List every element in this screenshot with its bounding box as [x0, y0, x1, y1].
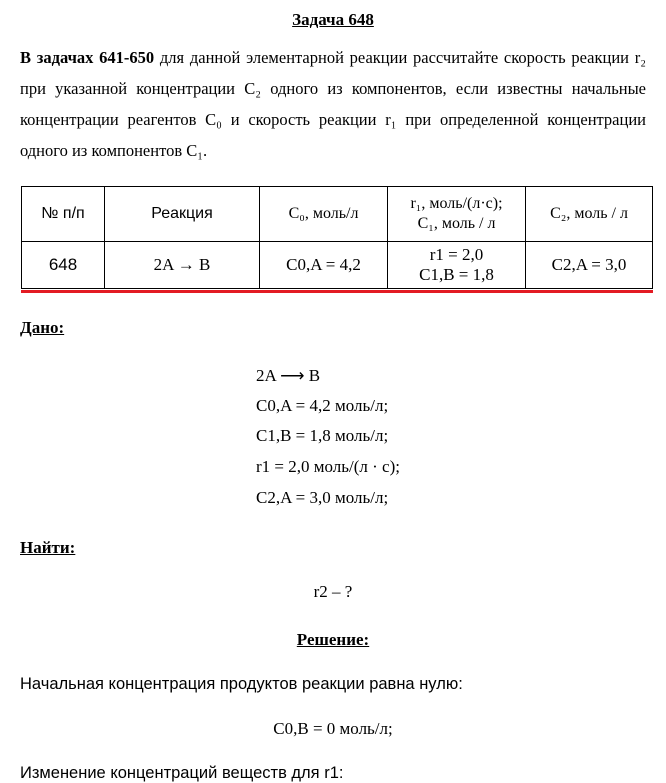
cell-r1-c1 — [388, 242, 526, 289]
given-line-reaction: 2A ⟶ B — [256, 366, 321, 385]
given-line-c2a: C2,A = 3,0 моль/л; — [256, 488, 389, 507]
problem-text: для данной элементарной реакции рассчитайте скорость реакции r₂ при указанной концентрации C₂ одного из компонентов, если известны начальные концентрации реагентов C₀ и скорость реакции r₁ при определенной концентрации одного из компонентов C₁. — [20, 48, 646, 160]
cell-c2: C2,A = 3,0 — [526, 242, 653, 289]
cell-num: 648 — [22, 242, 105, 289]
cell-r1: r1 = 2,0 — [429, 245, 484, 264]
header-c0: C₀, моль/л — [260, 187, 388, 242]
header-c2: C₂, моль / л — [526, 187, 653, 242]
red-underline — [21, 290, 653, 293]
given-line-r1: r1 = 2,0 моль/(л · с); — [256, 457, 400, 476]
solution-paragraph-1: Начальная концентрация продуктов реакции равна нулю: — [20, 675, 463, 693]
solution-formula-1: C0,B = 0 моль/л; — [273, 719, 393, 738]
cell-reaction: 2A → B — [105, 242, 260, 289]
solution-paragraph-2: Изменение концентраций веществ для r1: — [20, 764, 344, 782]
data-table — [21, 186, 653, 289]
find-heading: Найти: — [20, 538, 76, 557]
problem-title: Задача 648 — [292, 10, 374, 29]
given-heading: Дано: — [20, 318, 65, 337]
given-line-c1b: C1,B = 1,8 моль/л; — [256, 426, 389, 445]
problem-statement — [20, 42, 646, 166]
header-c1: C₁, моль / л — [417, 215, 496, 232]
problem-range: В задачах 641-650 — [20, 48, 155, 67]
given-line-c0a: C0,A = 4,2 моль/л; — [256, 396, 389, 415]
header-r1: r₁, моль/(л·с); — [410, 195, 503, 212]
cell-c1: C1,B = 1,8 — [419, 265, 494, 284]
solution-heading: Решение: — [296, 630, 370, 649]
header-reaction: Реакция — [105, 187, 260, 242]
header-r1-c1 — [388, 187, 526, 242]
header-num: № п/п — [22, 187, 105, 242]
find-value: r2 – ? — [313, 582, 353, 601]
cell-c0: C0,A = 4,2 — [260, 242, 388, 289]
